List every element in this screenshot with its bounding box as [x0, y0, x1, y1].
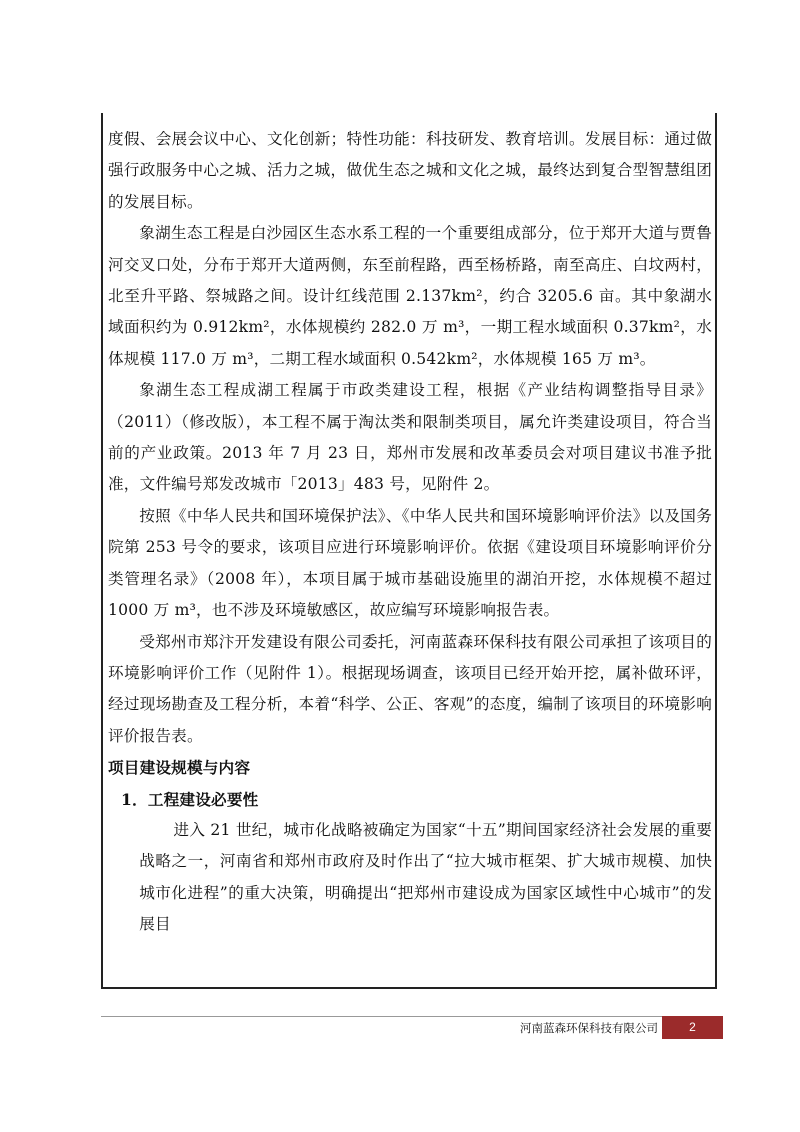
- paragraph-commission: 受郑州市郑汴开发建设有限公司委托，河南蓝森环保科技有限公司承担了该项目的环境影响评价工作（见附件 1）。根据现场调查，该项目已经开始开挖，属补做环评，经过现场勘查及工程分析，本着“科学、公正、客观”的态度，编制了该项目的环境影响评价报告表。: [108, 632, 712, 745]
- section-heading: 项目建设规模与内容: [108, 758, 251, 778]
- footer-company: 河南蓝森环保科技有限公司: [520, 1021, 658, 1035]
- paragraph-project-overview: 象湖生态工程是白沙园区生态水系工程的一个重要组成部分，位于郑开大道与贾鲁河交叉口处，分布于郑开大道两侧，东至前程路，西至杨桥路，南至高庄、白坟两村，北至升平路、祭城路之间。设计红线范围 2.137km²，约合 3205.6 亩。其中象湖水域面积约为 0.912km²，水体规模约 282.0 万 m³，一期工程水域面积 0.37km²，水体规模 117.0 万 m³，二期工程水域面积 0.542km²，水体规模 165 万 m³。: [108, 224, 712, 368]
- paragraph-policy: 象湖生态工程成湖工程属于市政类建设工程，根据《产业结构调整指导目录》（2011）（修改版），本工程不属于淘汰类和限制类项目，属允许类建设项目，符合当前的产业政策。2013 年 7 月 23 日，郑州市发展和改革委员会对项目建议书准予批准，文件编号郑发改城市「2013」483 号，见附件 2。: [108, 381, 712, 494]
- page-number: 2: [662, 1016, 723, 1039]
- paragraph-necessity: 进入 21 世纪，城市化战略被确定为国家“十五”期间国家经济社会发展的重要战略之一，河南省和郑州市政府及时作出了“拉大城市框架、扩大城市规模、加快城市化进程”的重大决策，明确提出“把郑州市建设成为国家区域性中心城市”的发展目: [139, 820, 712, 934]
- paragraph-legal-basis: 按照《中华人民共和国环境保护法》、《中华人民共和国环境影响评价法》以及国务院第 253 号令的要求，该项目应进行环境影响评价。依据《建设项目环境影响评价分类管理名录》（2008 年），本项目属于城市基础设施里的湖泊开挖，水体规模不超过 1000 万 m³，也不涉及环境敏感区，故应编写环境影响报告表。: [108, 506, 712, 620]
- document-body: [108, 124, 712, 941]
- paragraph-intro: 度假、会展会议中心、文化创新；特性功能：科技研发、教育培训。发展目标：通过做强行政服务中心之城、活力之城，做优生态之城和文化之城，最终达到复合型智慧组团的发展目标。: [108, 130, 712, 211]
- subsection-heading: 1．工程建设必要性: [121, 789, 259, 809]
